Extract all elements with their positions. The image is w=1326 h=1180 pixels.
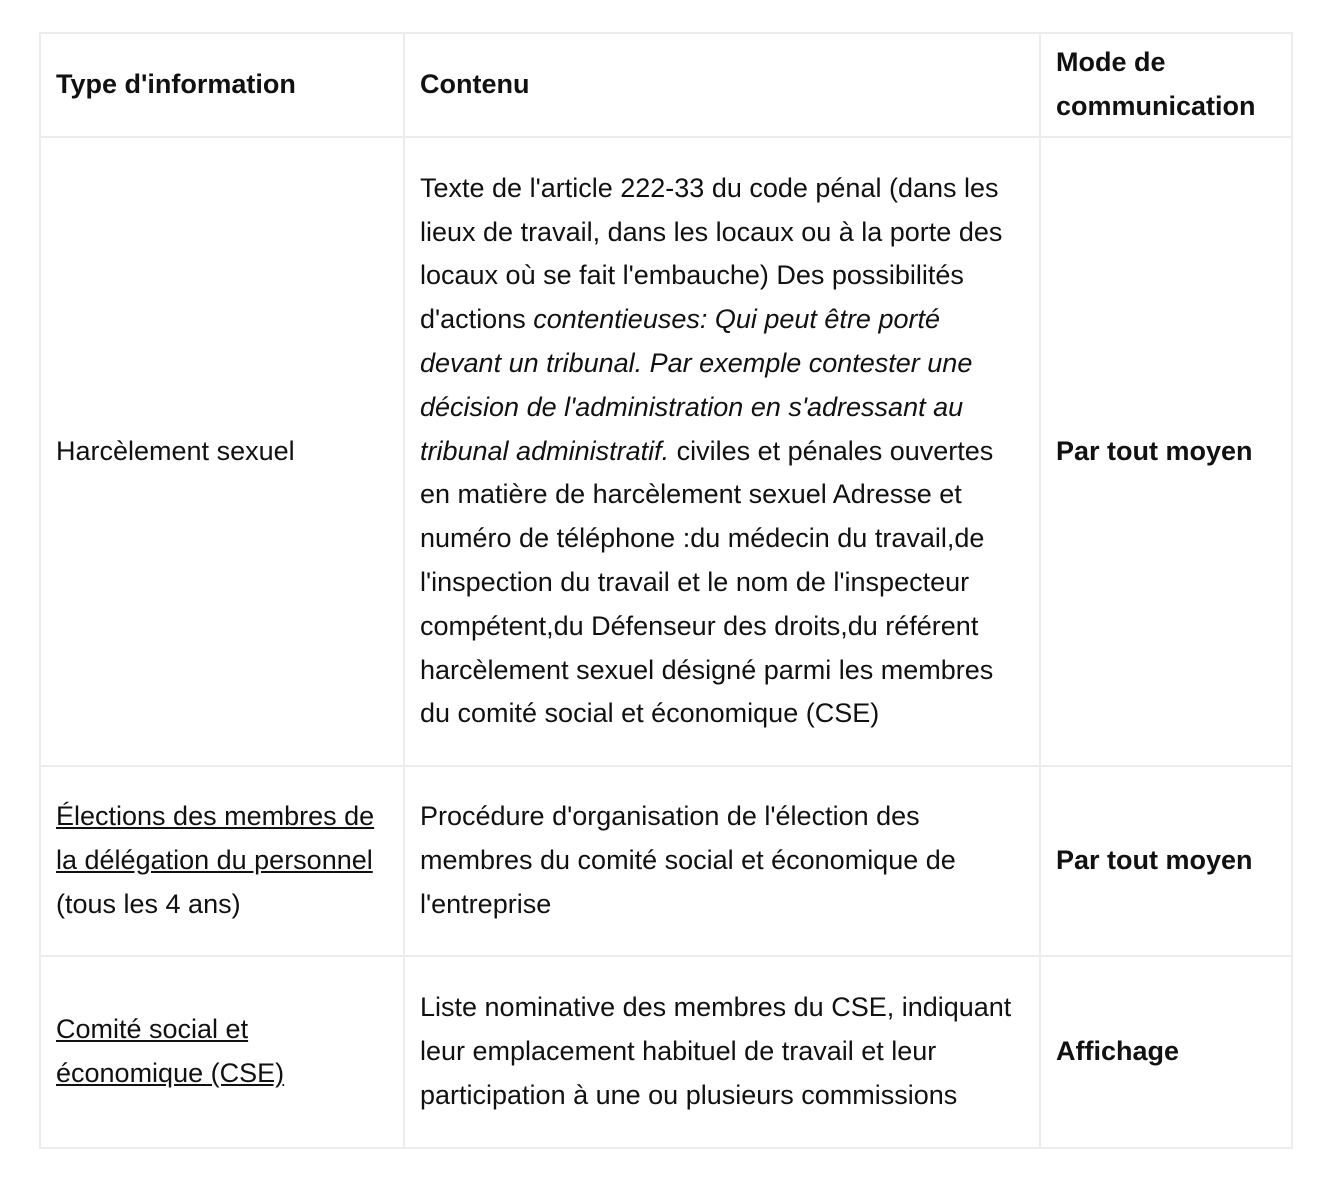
cell-type (40, 766, 404, 956)
info-table-container (39, 32, 1293, 1149)
table-row (40, 137, 1292, 766)
header-type: Type d'information (40, 33, 404, 137)
cell-mode: Affichage (1040, 956, 1292, 1148)
content-text: Texte de l'article 222-33 du code pénal (dans les lieux de travail, dans les locaux ou à la porte des locaux où se fait l'embauche) Des possibilités d'actions (420, 172, 1003, 335)
cell-content: Procédure d'organisation de l'élection des membres du comité social et économique de l'entreprise (404, 766, 1040, 956)
cell-content (404, 137, 1040, 766)
content-italic-text: contentieuses: Qui peut être porté devant un tribunal. Par exemple contester une décision de l'administration en s'adressant au tribunal administratif. (420, 304, 973, 466)
information-table (39, 32, 1293, 1149)
type-suffix: (tous les 4 ans) (56, 888, 241, 919)
cell-content: Liste nominative des membres du CSE, indiquant leur emplacement habituel de travail et leur participation à une ou plusieurs commissions (404, 956, 1040, 1148)
cell-type (40, 956, 404, 1148)
table-row (40, 956, 1292, 1148)
header-mode: Mode de communication (1040, 33, 1292, 137)
table-header-row (40, 33, 1292, 137)
header-content: Contenu (404, 33, 1040, 137)
cell-mode: Par tout moyen (1040, 137, 1292, 766)
cell-mode: Par tout moyen (1040, 766, 1292, 956)
table-row (40, 766, 1292, 956)
cse-link[interactable]: Comité social et économique (CSE) (56, 1014, 285, 1088)
content-text: civiles et pénales ouvertes en matière de harcèlement sexuel Adresse et numéro de téléphone :du médecin du travail,de l'inspection du travail et le nom de l'inspecteur compétent,du Défenseur des droits,du référent harcèlement sexuel désigné parmi les membres du comité social et économique (CSE) (420, 435, 994, 729)
elections-link[interactable]: Élections des membres de la délégation du personnel (56, 801, 375, 876)
cell-type: Harcèlement sexuel (40, 137, 404, 766)
